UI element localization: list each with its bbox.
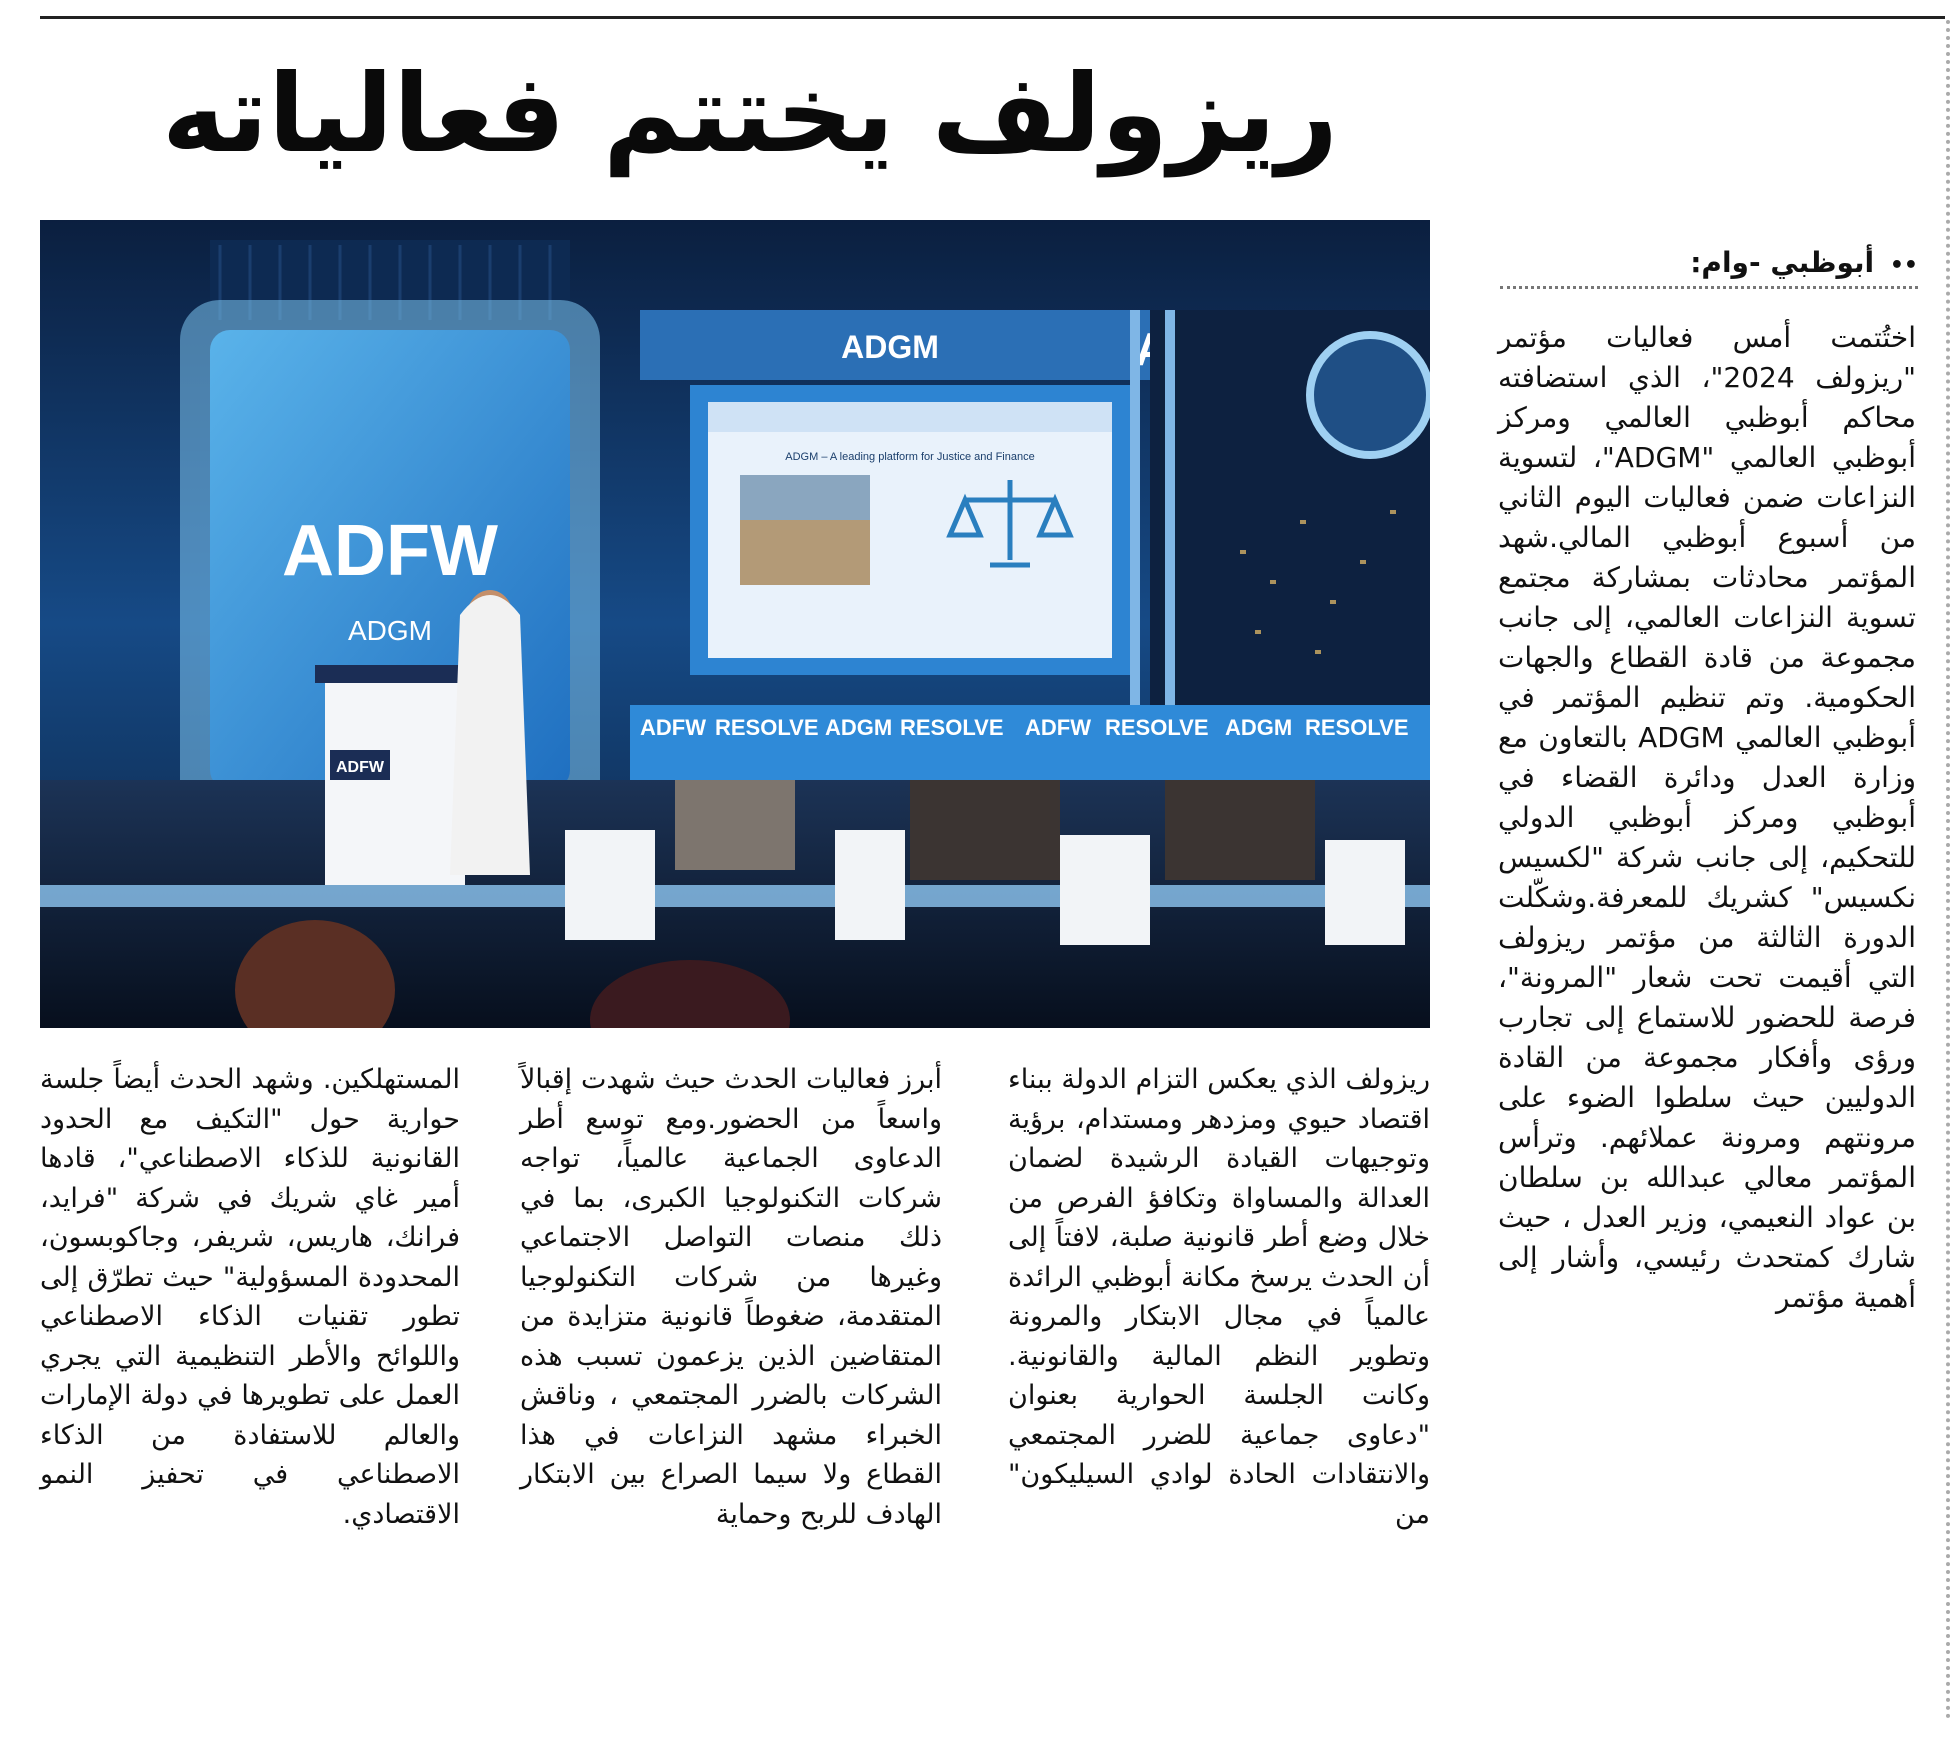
stage-brand-text: ADFW	[282, 511, 498, 591]
strip-word-7: ADGM	[1225, 715, 1293, 740]
panel-sub-brand: ADGM	[348, 615, 432, 646]
headline: ريزولف يختتم فعالياته	[161, 52, 1339, 177]
article-column-bottom-1: ريزولف الذي يعكس التزام الدولة ببناء اقتصاد حيوي ومزدهر ومستدام، برؤية وتوجيهات القيادة الرشيدة لضمان العدالة والمساواة وتكافؤ الفرص من خلال وضع أطر قانونية صلبة، لافتاً إلى أن الحدث يرسخ مكانة أبوظبي الرائدة عالمياً في مجال الابتكار والمرونة وتطوير النظم المالية والقانونية. وكانت الجلسة الحوارية بعنوان "دعاوى جماعية للضرر المجتمعي والانتقادات الحادة لوادي السيليكون" من	[1008, 1064, 1430, 1530]
header-brand: ADGM	[841, 329, 939, 365]
slide-title: ADGM – A leading platform for Justice and Finance	[785, 451, 1035, 463]
strip-word-5: ADFW	[1025, 715, 1091, 740]
article-column-right: اختُتمت أمس فعاليات مؤتمر "ريزولف 2024"، الذي استضافته محاكم أبوظبي العالمي ومركز أبوظبي العالمي "ADGM"، لتسوية النزاعات ضمن فعاليات اليوم الثاني من أسبوع أبوظبي المالي.شهد المؤتمر محادثات بمشاركة مجتمع تسوية النزاعات العالمي، إلى جانب مجموعة من قادة القطاع والجهات الحكومية. وتم تنظيم المؤتمر في أبوظبي العالمي ADGM بالتعاون مع وزارة العدل ودائرة القضاء في أبوظبي ومركز أبوظبي الدولي للتحكيم، إلى جانب شركة "لكسيس نكسيس" كشريك للمعرفة.وشكّلت الدورة الثالثة من مؤتمر ريزولف التي أقيمت تحت شعار "المرونة"، فرصة للحضور للاستماع إلى تجارب ورؤى وأفكار مجموعة من القادة الدوليين حيث سلطوا الضوء على مرونتهم ومرونة عملائهم. وترأس المؤتمر معالي عبدالله بن سلطان بن عواد النعيمي، وزير العدل ، حيث شارك كمتحدث رئيسي، وأشار إلى أهمية مؤتمر	[1498, 321, 1917, 1314]
strip-word-8: RESOLVE	[1305, 715, 1409, 740]
strip-word-1: ADFW	[640, 715, 706, 740]
article-column-bottom-2: أبرز فعاليات الحدث حيث شهدت إقبالاً واسعاً من الحضور.ومع توسع أطر الدعاوى الجماعية عالمياً، تواجه شركات التكنولوجيا الكبرى، بما في ذلك منصات التواصل الاجتماعي وغيرها من شركات التكنولوجيا المتقدمة، ضغوطاً قانونية متزايدة من المتقاضين الذين يزعمون تسبب هذه الشركات بالضرر المجتمعي ، وناقش الخبراء مشهد النزاعات في هذا القطاع ولا سيما الصراع بين الابتكار الهادف للربح وحماية	[520, 1064, 942, 1530]
dateline-text: أبوظبي -وام:	[1690, 246, 1875, 279]
strip-word-2: RESOLVE	[715, 715, 819, 740]
dateline-bullet: ••	[1889, 253, 1918, 278]
conference-photo	[40, 220, 1430, 1028]
dateline	[1500, 240, 1918, 289]
top-rule	[40, 16, 1945, 19]
strip-word-6: RESOLVE	[1105, 715, 1209, 740]
article-column-bottom-3: المستهلكين. وشهد الحدث أيضاً جلسة حوارية حول "التكيف مع الحدود القانونية للذكاء الاصطناعي"، قادها أمير غاي شريك في شركة "فرايد، فرانك، هاريس، شريفر، وجاكوبسون، المحدودة المسؤولية" حيث تطرّق إلى تطور تقنيات الذكاء الاصطناعي واللوائح والأطر التنظيمية التي يجري العمل على تطويرها في دولة الإمارات والعالم للاستفادة من الذكاء الاصطناعي في تحفيز النمو الاقتصادي.	[40, 1064, 460, 1530]
podium-brand: ADFW	[336, 759, 384, 776]
strip-word-4: RESOLVE	[900, 715, 1004, 740]
strip-word-3: ADGM	[825, 715, 893, 740]
side-dotted-divider	[1946, 20, 1950, 1720]
